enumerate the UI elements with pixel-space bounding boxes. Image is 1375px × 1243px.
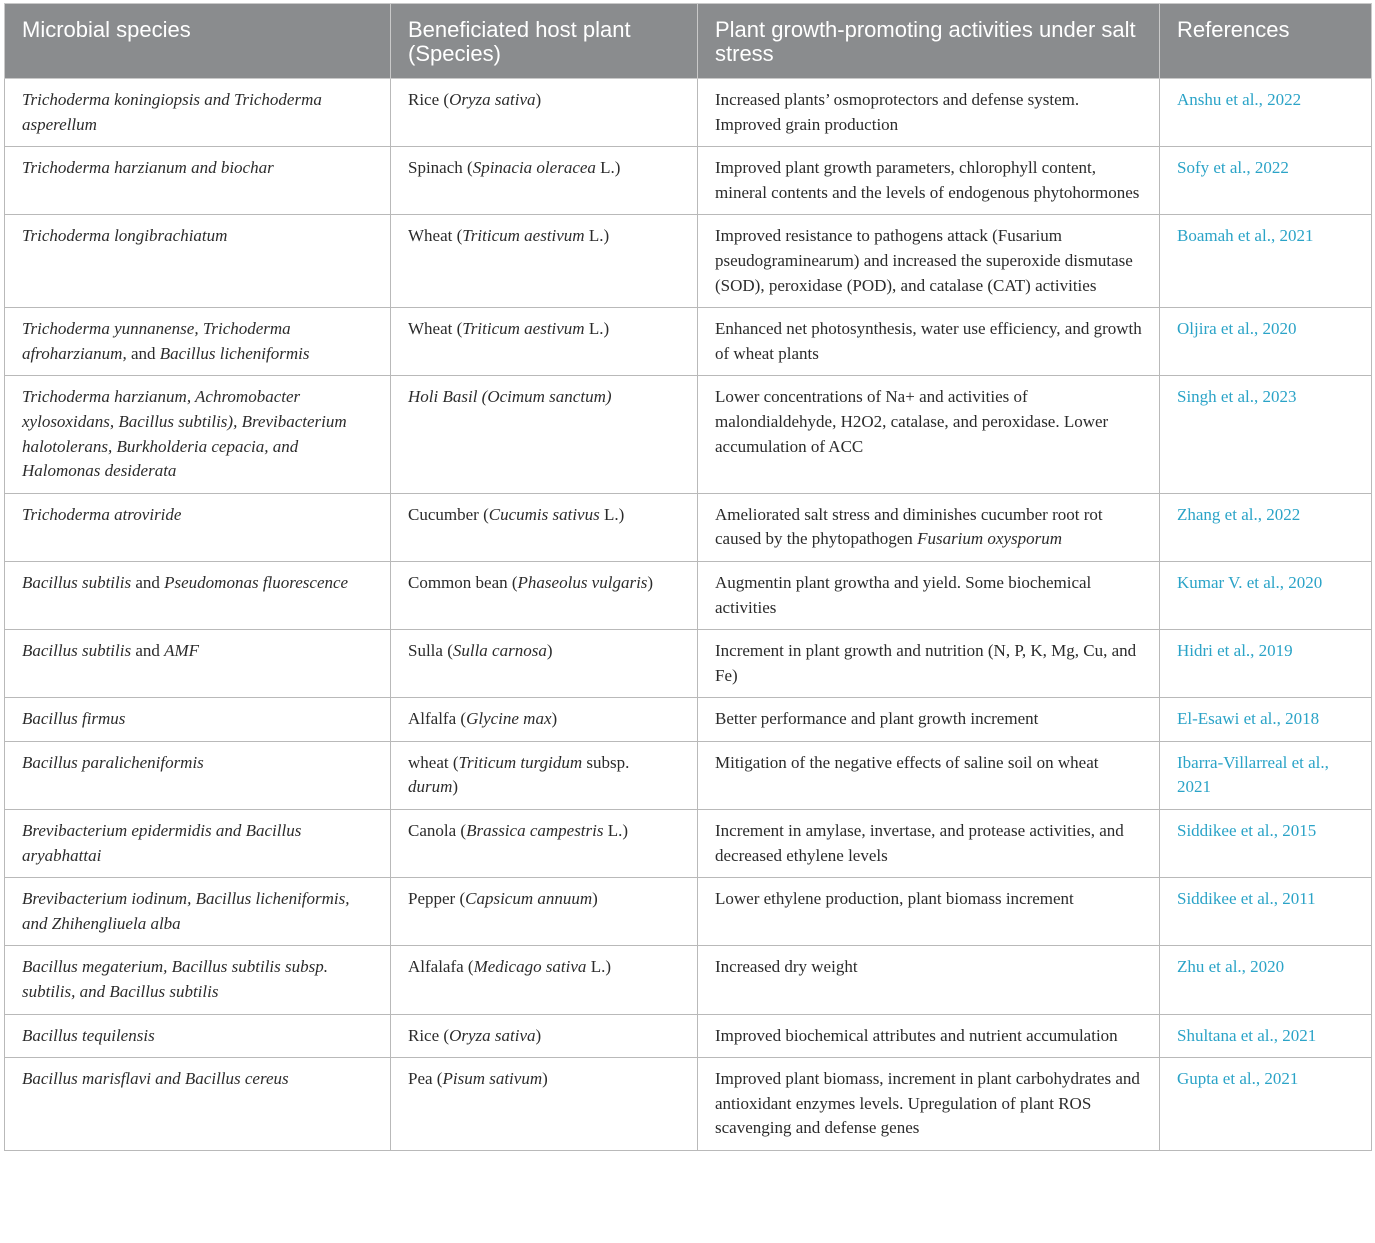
cell-reference: [1160, 810, 1372, 878]
cell-host-plant: Alfalfa (Glycine max): [391, 698, 698, 742]
cell-host-plant: Sulla (Sulla carnosa): [391, 630, 698, 698]
reference-link[interactable]: Zhang et al., 2022: [1177, 504, 1301, 524]
reference-link[interactable]: Gupta et al., 2021: [1177, 1069, 1299, 1089]
cell-activities: Increased dry weight: [698, 946, 1160, 1014]
table-row: [5, 147, 1372, 215]
cell-microbial-species: Brevibacterium iodinum, Bacillus licheniformis, and Zhihengliuela alba: [5, 878, 391, 946]
cell-microbial-species: Trichoderma koningiopsis and Trichoderma asperellum: [5, 79, 391, 147]
cell-microbial-species: Brevibacterium epidermidis and Bacillus aryabhattai: [5, 810, 391, 878]
table-row: [5, 79, 1372, 147]
cell-activities: Enhanced net photosynthesis, water use efficiency, and growth of wheat plants: [698, 308, 1160, 376]
cell-reference: [1160, 698, 1372, 742]
header-activities: Plant growth-promoting activities under salt stress: [698, 4, 1160, 79]
reference-link[interactable]: El-Esawi et al., 2018: [1177, 709, 1320, 729]
cell-reference: [1160, 376, 1372, 493]
reference-link[interactable]: Anshu et al., 2022: [1177, 90, 1302, 109]
cell-activities: Increased plants’ osmoprotectors and defense system. Improved grain production: [698, 79, 1160, 147]
cell-reference: [1160, 215, 1372, 308]
cell-activities: Ameliorated salt stress and diminishes cucumber root rot caused by the phytopathogen Fusarium oxysporum: [698, 493, 1160, 561]
cell-activities: Improved resistance to pathogens attack (Fusarium pseudograminearum) and increased the superoxide dismutase (SOD), peroxidase (POD), and catalase (CAT) activities: [698, 215, 1160, 308]
cell-reference: [1160, 630, 1372, 698]
cell-microbial-species: Trichoderma yunnanense, Trichoderma afroharzianum, and Bacillus licheniformis: [5, 308, 391, 376]
reference-link[interactable]: Singh et al., 2023: [1177, 387, 1297, 407]
table-row: [5, 741, 1372, 809]
table-row: [5, 493, 1372, 561]
table-row: [5, 376, 1372, 493]
cell-reference: [1160, 493, 1372, 561]
cell-reference: [1160, 946, 1372, 1014]
cell-reference: [1160, 147, 1372, 215]
reference-link[interactable]: Boamah et al., 2021: [1177, 226, 1314, 246]
cell-microbial-species: Trichoderma harzianum and biochar: [5, 147, 391, 215]
reference-link[interactable]: Siddikee et al., 2011: [1177, 889, 1316, 909]
table-row: [5, 1058, 1372, 1151]
cell-host-plant: Holi Basil (Ocimum sanctum): [391, 376, 698, 493]
cell-microbial-species: Trichoderma longibrachiatum: [5, 215, 391, 308]
cell-host-plant: Pepper (Capsicum annuum): [391, 878, 698, 946]
cell-reference: [1160, 741, 1372, 809]
table-row: [5, 946, 1372, 1014]
header-references: References: [1160, 4, 1372, 79]
species-table: [4, 3, 1372, 1151]
table-row: [5, 308, 1372, 376]
cell-host-plant: Spinach (Spinacia oleracea L.): [391, 147, 698, 215]
cell-host-plant: Alfalafa (Medicago sativa L.): [391, 946, 698, 1014]
cell-microbial-species: Bacillus firmus: [5, 698, 391, 742]
cell-host-plant: Wheat (Triticum aestivum L.): [391, 308, 698, 376]
cell-microbial-species: Bacillus megaterium, Bacillus subtilis subsp. subtilis, and Bacillus subtilis: [5, 946, 391, 1014]
header-host-plant: Beneficiated host plant (Species): [391, 4, 698, 79]
cell-reference: [1160, 561, 1372, 629]
cell-activities: Lower concentrations of Na+ and activities of malondialdehyde, H2O2, catalase, and peroxidase. Lower accumulation of ACC: [698, 376, 1160, 493]
cell-activities: Increment in plant growth and nutrition (N, P, K, Mg, Cu, and Fe): [698, 630, 1160, 698]
cell-reference: [1160, 1058, 1372, 1151]
cell-microbial-species: Bacillus subtilis and Pseudomonas fluorescence: [5, 561, 391, 629]
cell-activities: Improved plant biomass, increment in plant carbohydrates and antioxidant enzymes levels. Upregulation of plant ROS scavenging and defense genes: [698, 1058, 1160, 1151]
cell-activities: Better performance and plant growth increment: [698, 698, 1160, 742]
cell-activities: Increment in amylase, invertase, and protease activities, and decreased ethylene levels: [698, 810, 1160, 878]
table-body: [5, 79, 1372, 1151]
cell-microbial-species: Bacillus subtilis and AMF: [5, 630, 391, 698]
cell-host-plant: Rice (Oryza sativa): [391, 79, 698, 147]
table-row: [5, 878, 1372, 946]
cell-activities: Augmentin plant growtha and yield. Some biochemical activities: [698, 561, 1160, 629]
cell-microbial-species: Bacillus paralicheniformis: [5, 741, 391, 809]
cell-host-plant: Cucumber (Cucumis sativus L.): [391, 493, 698, 561]
table-row: [5, 215, 1372, 308]
reference-link[interactable]: Shultana et al., 2021: [1177, 1025, 1317, 1045]
cell-host-plant: Common bean (Phaseolus vulgaris): [391, 561, 698, 629]
cell-microbial-species: Bacillus tequilensis: [5, 1014, 391, 1058]
reference-link[interactable]: Zhu et al., 2020: [1177, 957, 1285, 977]
reference-link[interactable]: Sofy et al., 2022: [1177, 158, 1289, 178]
table-row: [5, 561, 1372, 629]
cell-host-plant: Rice (Oryza sativa): [391, 1014, 698, 1058]
cell-host-plant: Canola (Brassica campestris L.): [391, 810, 698, 878]
cell-activities: Mitigation of the negative effects of saline soil on wheat: [698, 741, 1160, 809]
header-microbial-species: Microbial species: [5, 4, 391, 79]
cell-activities: Improved biochemical attributes and nutrient accumulation: [698, 1014, 1160, 1058]
cell-reference: [1160, 308, 1372, 376]
cell-host-plant: Wheat (Triticum aestivum L.): [391, 215, 698, 308]
cell-microbial-species: Trichoderma atroviride: [5, 493, 391, 561]
cell-host-plant: wheat (Triticum turgidum subsp. durum): [391, 741, 698, 809]
cell-reference: [1160, 878, 1372, 946]
cell-reference: [1160, 1014, 1372, 1058]
cell-host-plant: Pea (Pisum sativum): [391, 1058, 698, 1151]
cell-activities: Improved plant growth parameters, chlorophyll content, mineral contents and the levels of endogenous phytohormones: [698, 147, 1160, 215]
reference-link[interactable]: Hidri et al., 2019: [1177, 641, 1293, 661]
cell-microbial-species: Trichoderma harzianum, Achromobacter xylosoxidans, Bacillus subtilis), Brevibacterium halotolerans, Burkholderia cepacia, and Halomonas desiderata: [5, 376, 391, 493]
reference-link[interactable]: Ibarra-Villarreal et al., 2021: [1177, 752, 1329, 797]
reference-link[interactable]: Oljira et al., 2020: [1177, 319, 1297, 339]
reference-link[interactable]: Kumar V. et al., 2020: [1177, 572, 1323, 592]
cell-reference: [1160, 79, 1372, 147]
table-row: [5, 1014, 1372, 1058]
header-row: [5, 4, 1372, 79]
reference-link[interactable]: Siddikee et al., 2015: [1177, 821, 1317, 841]
cell-activities: Lower ethylene production, plant biomass increment: [698, 878, 1160, 946]
table-row: [5, 810, 1372, 878]
cell-microbial-species: Bacillus marisflavi and Bacillus cereus: [5, 1058, 391, 1151]
table-row: [5, 698, 1372, 742]
table-row: [5, 630, 1372, 698]
